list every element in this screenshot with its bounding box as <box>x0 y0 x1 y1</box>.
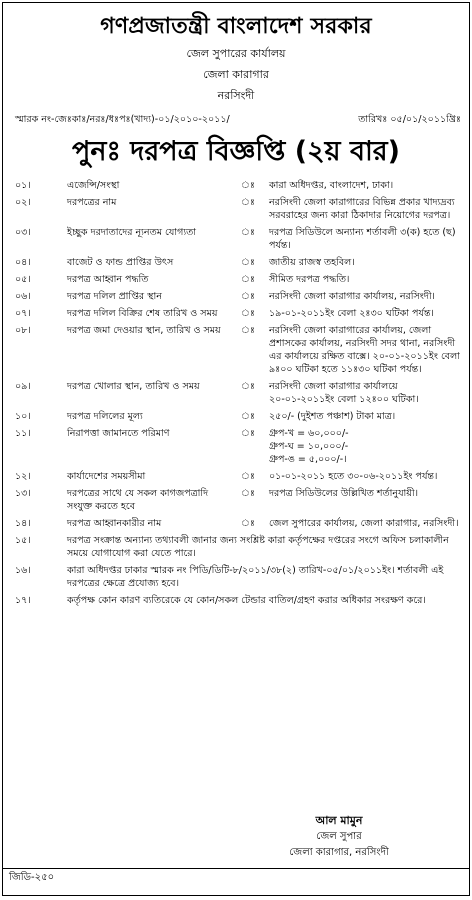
item-number: ০৪। <box>15 257 31 268</box>
item-row <box>15 380 463 410</box>
jail-name: জেলা কারাগার <box>203 68 269 81</box>
item-label: নিরাপত্তা জামানতে পরিমাণ <box>67 428 170 439</box>
item-row <box>15 256 463 273</box>
item-row <box>15 427 463 470</box>
note-text: কারা অধিদপ্তর ঢাকার স্মারক নং পিডি/ডিটি-৮/২০১১/৩৮(২) তারিখ-০৫/০১/২০১১ইং। শর্তাবলী এই দরপত্রের ক্ষেত্রে প্রযোজ্য হবে। <box>67 565 444 589</box>
item-colon: ঃ <box>241 227 255 238</box>
item-value: জাতীয় রাজস্ব তহবিল। <box>269 257 355 268</box>
item-value: নরসিংদী জেলা কারাগারের বিভিন্ন প্রকার খাদ্যদ্রব্য সরবরাহের জন্য কারা ঠিকাদার নিয়োগের দরপত্র। <box>269 197 455 221</box>
item-label: দরপত্র আহ্বান পদ্ধতি <box>67 274 149 285</box>
item-number: ০৬। <box>15 291 31 302</box>
item-number: ০৫। <box>15 274 31 285</box>
item-label: দরপত্র দলিল বিক্রির শেষ তারিখ ও সময় <box>67 308 218 319</box>
item-row <box>15 324 463 380</box>
note-number: ১৫। <box>15 535 31 546</box>
item-number: ০৩। <box>15 227 31 238</box>
item-label: দরপত্র আহ্বানকারীর নাম <box>67 518 162 529</box>
items-table <box>15 179 463 611</box>
item-number: ০৮। <box>15 325 31 336</box>
office-name: জেল সুপারের কার্যালয় <box>186 47 286 60</box>
item-label: দরপত্র দলিল প্রাপ্তির স্থান <box>67 291 162 302</box>
item-number: ০২। <box>15 197 31 208</box>
item-value: দরপত্র সিডিউলে অন্যান্য শর্তাবলী ৩(ক) হতে (ছ) পর্যন্ত। <box>269 227 456 251</box>
item-colon: ঃ <box>241 518 255 529</box>
item-row <box>15 410 463 427</box>
item-value: নরসিংদী জেলা কারাগার কার্যালয়, নরসিংদী। <box>269 291 435 302</box>
item-number: ০১। <box>15 180 31 191</box>
note-row <box>15 564 463 594</box>
note-row <box>15 534 463 564</box>
item-row <box>15 470 463 487</box>
item-colon: ঃ <box>241 308 255 319</box>
signatory-office: জেলা কারাগার, নরসিংদী <box>289 847 389 858</box>
item-label: দরপত্র দলিলের মূল্য <box>67 411 143 422</box>
item-colon: ঃ <box>241 197 255 208</box>
memo-number: স্মারক নং-জেঃকাঃ/নরঃ/ধঃপঃ(খাদ্য)-০১/২০১০-২০১১/ <box>15 114 230 125</box>
item-colon: ঃ <box>241 257 255 268</box>
district-name: নরসিংদী <box>217 89 255 102</box>
item-colon: ঃ <box>241 180 255 191</box>
item-label: দরপত্র জমা দেওয়ার স্থান, তারিখ ও সময় <box>67 325 221 336</box>
item-value: নরসিংদী জেলা কারাগারের কার্যালয়, জেলা প্রশাসকের কার্যালয়, নরসিংদী সদর থানা, নরসিংদী এর কার্যালয়ে রক্ষিত বাক্সে। ২০-০১-২০১১ইং বেলা ৯ঃ০০ ঘটিকা হতে ১১ঃ৩০ ঘটিকা পর্যন্ত। <box>269 325 460 375</box>
item-label: এজেন্সি/সংস্থা <box>67 180 120 191</box>
item-row <box>15 307 463 324</box>
item-value: ১৯-০১-২০১১ইং বেলা ২ঃ৩০ ঘটিকা পর্যন্ত। <box>269 308 434 319</box>
item-number: ০৯। <box>15 381 31 392</box>
item-value: গ্রুপ-খ = ৬০,০০০/- গ্রুপ-ঘ = ১০,০০০/- গ্রুপ-ঙ = ৫,০০০/-। <box>269 428 349 465</box>
footer-divider <box>3 868 469 869</box>
notice-title: পুনঃ দরপত্র বিজ্ঞপ্তি (২য় বার) <box>72 136 400 167</box>
item-number: ০৭। <box>15 308 31 319</box>
note-number: ১৭। <box>15 595 31 606</box>
item-colon: ঃ <box>241 381 255 392</box>
item-number: ১০। <box>15 411 31 422</box>
tender-notice <box>2 2 470 896</box>
note-text: দরপত্র সংক্রান্ত অন্যান্য তথ্যাবলী জানার জন্য সংশ্লিষ্ট কারা কর্তৃপক্ষের দপ্তরের সংগে অফিস চলাকালীন সময়ে যোগাযোগ করা যেতে পারে। <box>67 535 449 559</box>
item-value: ২৫০/- (দুইশত পঞ্চাশ) টাকা মাত্র। <box>269 411 396 422</box>
item-colon: ঃ <box>241 274 255 285</box>
item-row <box>15 226 463 256</box>
item-value: সীমিত দরপত্র পদ্ধতি। <box>269 274 350 285</box>
note-number: ১৬। <box>15 565 31 576</box>
item-colon: ঃ <box>241 291 255 302</box>
signature-block <box>269 813 409 861</box>
item-label: বাজেট ও ফান্ড প্রাপ্তির উৎস <box>67 257 174 268</box>
item-label: ইচ্ছুক দরদাতাদের ন্যূনতম যোগ্যতা <box>67 227 196 238</box>
item-number: ১৩। <box>15 488 31 499</box>
item-label: দরপত্রের সাথে যে সকল কাগজপত্রাদি সংযুক্ত করতে হবে <box>67 488 209 512</box>
govt-heading: গণপ্রজাতন্ত্রী বাংলাদেশ সরকার <box>100 14 372 39</box>
item-label: দরপত্র খোলার স্থান, তারিখ ও সময় <box>67 381 200 392</box>
item-value: কারা অধিদপ্তর, বাংলাদেশ, ঢাকা। <box>269 180 394 191</box>
item-row <box>15 290 463 307</box>
item-colon: ঃ <box>241 325 255 336</box>
item-number: ১২। <box>15 471 31 482</box>
reference-line <box>15 113 461 128</box>
item-row <box>15 517 463 534</box>
gd-code: জিডি-২৫০ <box>9 872 55 883</box>
item-colon: ঃ <box>241 411 255 422</box>
item-colon: ঃ <box>241 471 255 482</box>
item-colon: ঃ <box>241 488 255 499</box>
item-number: ১৪। <box>15 518 31 529</box>
item-row <box>15 487 463 517</box>
item-value: জেল সুপারের কার্যালয়, জেলা কারাগার, নরসিংদী। <box>269 518 459 529</box>
item-label: কার্যাদেশের সময়সীমা <box>67 471 146 482</box>
signatory-designation: জেল সুপার <box>316 831 362 842</box>
item-row <box>15 273 463 290</box>
item-value: দরপত্র সিডিউলের উল্লিখিত শর্তানুযায়ী। <box>269 488 419 499</box>
item-label: দরপত্রের নাম <box>67 197 117 208</box>
item-row <box>15 196 463 226</box>
item-value: ০১-০১-২০১১ হতে ৩০-০৬-২০১১ইং পর্যন্ত। <box>269 471 438 482</box>
signatory-name: আল মামুন <box>315 814 363 827</box>
item-colon: ঃ <box>241 428 255 439</box>
item-value: নরসিংদী জেলা কারাগার কার্যালয়ে ২০-০১-২০১১ইং বেলা ১২ঃ০০ ঘটিকা। <box>269 381 419 405</box>
item-number: ১১। <box>15 428 31 439</box>
memo-date: তারিখঃ ০৫/০১/২০১১খ্রিঃ <box>358 114 461 125</box>
item-row <box>15 179 463 196</box>
note-row <box>15 594 463 611</box>
note-text: কর্তৃপক্ষ কোন কারণ ব্যতিরেকে যে কোন/সকল টেন্ডার বাতিল/গ্রহণ করার অধিকার সংরক্ষণ করে। <box>67 595 426 606</box>
